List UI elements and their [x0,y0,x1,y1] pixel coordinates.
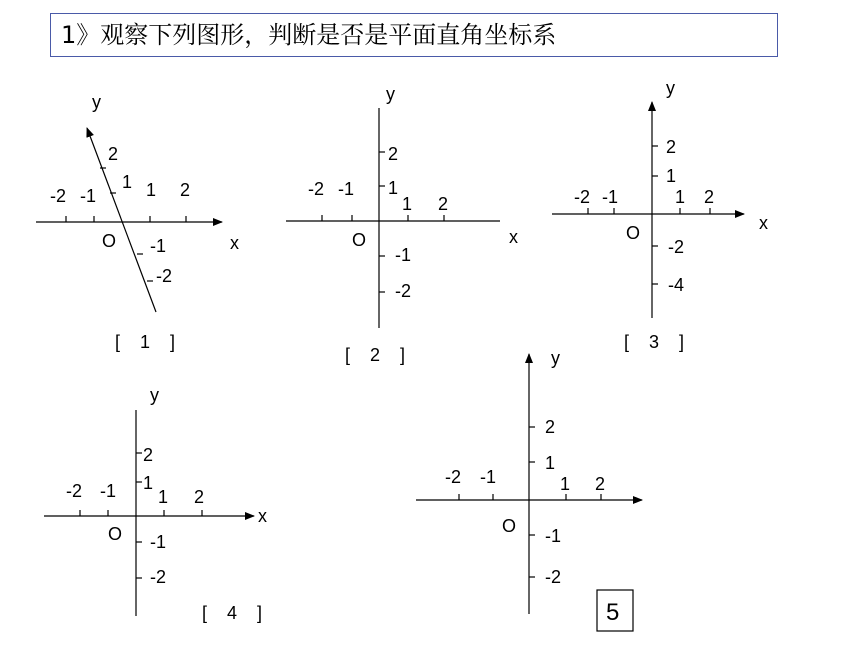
fig4-caption: [ 4 ] [202,603,263,623]
fig2-x-axis-label: x [509,227,518,247]
fig1-x-tick-label: 2 [180,180,191,200]
fig5-y-tick-label: -2 [545,567,562,587]
fig2-y-tick-label: 1 [388,178,399,198]
fig1-x-tick-label: 1 [146,180,157,200]
fig3-x-tick-label: -2 [574,187,591,207]
fig3-x-tick-label: 1 [675,187,686,207]
fig2-y-axis-label: y [386,84,395,104]
fig3-origin-label: O [626,223,641,243]
fig4-y-tick-label: 1 [143,473,154,493]
fig2-x-tick-label: -2 [308,179,325,199]
fig3-y-tick-label: 1 [666,166,677,186]
fig1-y-tick-label: -2 [156,266,173,286]
fig2-x-tick-label: 1 [402,194,413,214]
fig5-y-tick-label: 2 [545,417,556,437]
fig4-y-tick-label: -2 [150,567,167,587]
fig5-caption: 5 [606,599,620,626]
fig1-y-tick-label: 1 [122,172,133,192]
fig1-origin-label: O [102,231,117,251]
fig2-y-tick-label: 2 [388,144,399,164]
fig3-x-tick-label: -1 [602,187,619,207]
figure-5 [416,348,642,631]
fig5-origin-label: O [502,516,517,536]
fig2-y-tick-label: -2 [395,281,412,301]
fig1-y-tick-label: -1 [150,236,167,256]
fig2-y-tick-label: -1 [395,245,412,265]
fig3-y-tick-label: -2 [668,237,685,257]
fig4-origin-label: O [108,524,123,544]
fig3-y-tick-label: 2 [666,137,677,157]
figure-2 [286,84,518,365]
fig4-y-tick-label: 2 [143,445,154,465]
fig1-x-axis-label: x [230,233,239,253]
page-title: 1》观察下列图形，判断是否是平面直角坐标系 [61,21,557,49]
fig1-y-axis [87,128,156,312]
fig4-x-tick-label: 2 [194,487,205,507]
fig1-x-tick-label: -2 [50,186,67,206]
fig5-y-axis-label: y [551,348,560,368]
fig3-y-axis-label: y [666,78,675,98]
fig2-caption: [ 2 ] [345,345,406,365]
fig5-x-tick-label: 1 [560,474,571,494]
figure-4 [44,385,267,623]
fig4-x-tick-label: 1 [158,487,169,507]
fig5-y-tick-label: 1 [545,453,556,473]
figure-1 [36,92,239,352]
fig4-x-tick-label: -1 [100,481,117,501]
fig3-y-tick-label: -4 [668,275,685,295]
fig5-x-tick-label: -2 [445,467,462,487]
fig4-x-tick-label: -2 [66,481,83,501]
figure-3 [552,78,768,352]
fig3-caption: [ 3 ] [624,332,685,352]
fig4-y-axis-label: y [150,385,159,405]
fig2-x-tick-label: -1 [338,179,355,199]
fig3-x-tick-label: 2 [704,187,715,207]
fig1-caption: [ 1 ] [115,332,176,352]
fig1-x-tick-label: -1 [80,186,97,206]
fig1-y-tick-label: 2 [108,144,119,164]
fig5-x-tick-label: 2 [595,474,606,494]
fig4-y-tick-label: -1 [150,532,167,552]
fig2-origin-label: O [352,230,367,250]
fig5-x-tick-label: -1 [480,467,497,487]
fig5-y-tick-label: -1 [545,526,562,546]
fig1-y-axis-label: y [92,92,101,112]
fig3-x-axis-label: x [759,213,768,233]
fig4-x-axis-label: x [258,506,267,526]
fig2-x-tick-label: 2 [438,194,449,214]
